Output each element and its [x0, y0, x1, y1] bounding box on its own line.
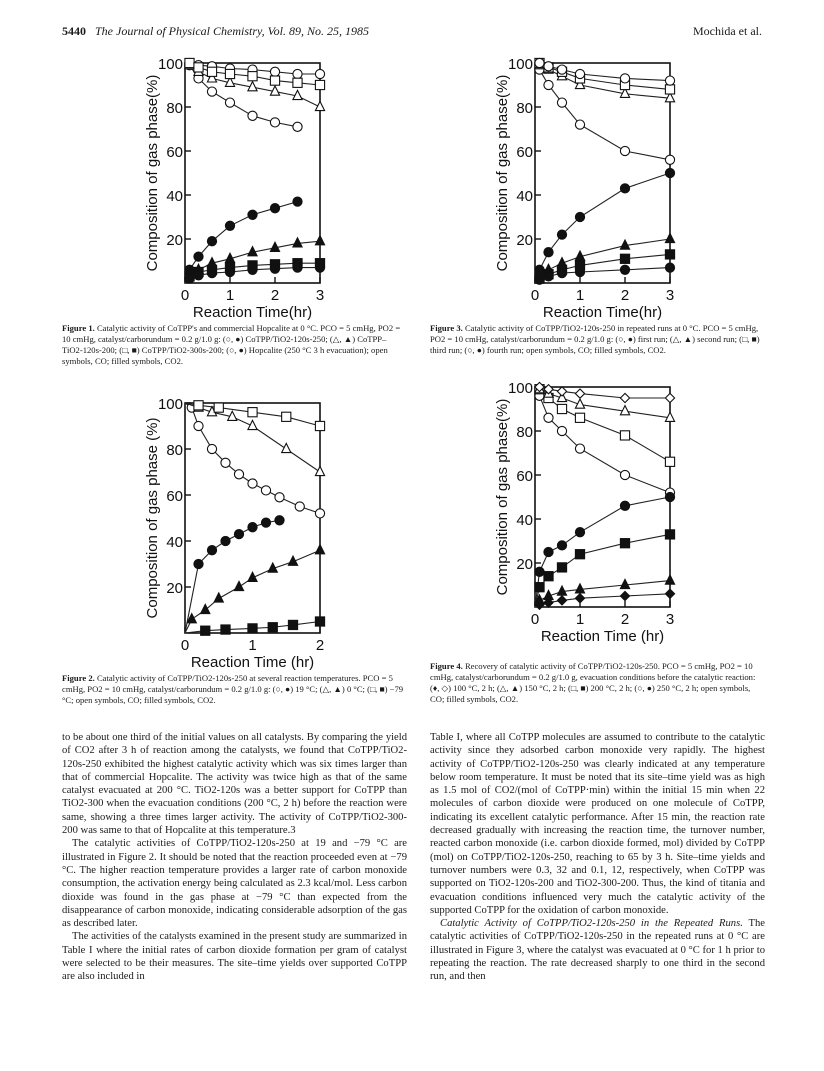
y-tick-label: 20: [516, 232, 533, 249]
x-tick-label: 1: [575, 611, 585, 628]
data-point: [665, 233, 674, 242]
data-point: [315, 509, 324, 518]
paragraph: [430, 917, 765, 983]
data-point: [185, 58, 194, 67]
data-point: [557, 541, 566, 550]
data-point: [293, 263, 302, 272]
figure-4-caption: [430, 661, 765, 705]
y-tick-label: 80: [516, 100, 533, 117]
data-point: [665, 530, 674, 539]
y-tick-label: 20: [166, 232, 183, 249]
data-point: [315, 466, 324, 475]
data-point: [270, 264, 279, 273]
data-point: [575, 594, 584, 603]
data-point: [194, 271, 203, 280]
x-tick-label: 3: [665, 611, 675, 628]
data-point: [268, 623, 277, 632]
data-point: [207, 87, 216, 96]
data-point: [665, 492, 674, 501]
data-point: [544, 62, 553, 71]
series-line: [535, 63, 670, 160]
running-header-left: [62, 24, 369, 39]
data-point: [214, 593, 223, 602]
data-point: [665, 393, 674, 402]
data-point: [207, 237, 216, 246]
y-tick-label: 60: [166, 144, 183, 161]
running-header-authors: Mochida et al.: [693, 24, 762, 38]
data-point: [315, 617, 324, 626]
data-point: [665, 250, 674, 259]
data-point: [248, 624, 257, 633]
data-point: [575, 413, 584, 422]
data-point: [620, 431, 629, 440]
paragraph: The catalytic activities of CoTPP/TiO2-120s-250 at 19 and −79 °C are illustrated in Figure 2. It should be noted that the reaction proceeded even at −79 °C. The higher reaction temperature provides a larger rate of carbon monoxide consumption, the activation energy being calculated as 2.3 kcal/mol. Less carbon dioxide was found in the gas phase at −79 °C than expected from the disappearance of carbon monoxide, indicating considerable adsorption of the gas as described later.: [62, 838, 407, 930]
data-point: [620, 591, 629, 600]
data-point: [535, 58, 544, 67]
x-tick-label: 1: [225, 287, 235, 304]
journal-name: The Journal of Physical Chemistry, Vol. 89, No. 25, 1985: [95, 24, 369, 38]
y-axis-label: Composition of gas phase (%): [144, 417, 161, 619]
data-point: [225, 98, 234, 107]
data-point: [315, 80, 324, 89]
data-point: [544, 248, 553, 257]
y-tick-label: 100: [157, 56, 183, 73]
series-line: [535, 239, 670, 283]
figure-3-chart: [490, 48, 690, 323]
data-point: [261, 486, 270, 495]
data-point: [544, 413, 553, 422]
data-point: [275, 493, 284, 502]
data-point: [234, 581, 243, 590]
data-point: [221, 536, 230, 545]
data-point: [248, 111, 257, 120]
figure-2: [140, 393, 340, 671]
series-line: [535, 268, 670, 283]
x-tick-label: 3: [315, 287, 325, 304]
data-point: [194, 421, 203, 430]
y-tick-label: 60: [516, 468, 533, 485]
figure-3-label: Figure 3.: [430, 323, 463, 333]
plot-frame: [535, 387, 670, 607]
data-point: [665, 168, 674, 177]
series-line: [535, 534, 670, 607]
data-point: [665, 76, 674, 85]
data-point: [620, 254, 629, 263]
y-tick-label: 40: [166, 534, 183, 551]
data-point: [557, 586, 566, 595]
data-point: [225, 221, 234, 230]
y-tick-label: 100: [157, 396, 183, 413]
y-tick-label: 20: [166, 580, 183, 597]
data-point: [315, 421, 324, 430]
data-point: [557, 387, 566, 396]
figure-2-label: Figure 2.: [62, 673, 95, 683]
data-point: [295, 502, 304, 511]
data-point: [275, 516, 284, 525]
figure-1-chart: [140, 48, 340, 323]
data-point: [575, 267, 584, 276]
x-tick-label: 1: [575, 287, 585, 304]
figure-4-caption-text: Recovery of catalytic activity of CoTPP/TiO2-120s-250. PCO = 5 cmHg, PO2 = 10 cmHg, catalyst/carborundum = 0.2 g/1.0 g, evacuation conditions before the catalytic reaction: (♦, ◇) 100 °C, 2 h; (△, ▲) 150 °C, 2 h; (□, ■) 200 °C, 2 h; (○, ●) 250 °C, 2 h; open symbols, CO; filled symbols, CO2.: [430, 661, 756, 704]
x-tick-label: 0: [180, 637, 190, 654]
data-point: [248, 210, 257, 219]
data-point: [575, 444, 584, 453]
data-point: [575, 69, 584, 78]
x-tick-label: 2: [620, 287, 630, 304]
body-column-left: [62, 731, 407, 984]
data-point: [207, 269, 216, 278]
series-line: [535, 63, 670, 81]
data-point: [207, 546, 216, 555]
x-axis-label: Reaction Time (hr): [190, 654, 315, 671]
figure-1-caption: [62, 323, 407, 367]
data-point: [221, 458, 230, 467]
data-point: [270, 118, 279, 127]
y-axis-label: Composition of gas phase(%): [494, 74, 511, 272]
data-point: [575, 550, 584, 559]
data-point: [620, 470, 629, 479]
y-tick-label: 60: [516, 144, 533, 161]
series-line: [185, 550, 320, 633]
data-point: [282, 443, 291, 452]
y-tick-label: 80: [166, 100, 183, 117]
data-point: [557, 65, 566, 74]
data-point: [315, 236, 324, 245]
data-point: [665, 155, 674, 164]
data-point: [270, 204, 279, 213]
x-tick-label: 0: [180, 287, 190, 304]
paragraph-text: The catalytic activities of CoTPP/TiO2-120s-250 in the repeated runs at 0 °C are illustrated in Figure 3, where the catalyst was evacuated at 0 °C for 1 h prior to repeating the reaction. The rate decreased sharply to one third in the second run, and then: [430, 918, 765, 983]
x-tick-label: 0: [530, 611, 540, 628]
data-point: [620, 265, 629, 274]
data-point: [234, 530, 243, 539]
data-point: [665, 263, 674, 272]
x-axis-label: Reaction Time(hr): [542, 304, 663, 321]
x-tick-label: 2: [620, 611, 630, 628]
data-point: [221, 625, 230, 634]
data-point: [620, 579, 629, 588]
y-tick-label: 80: [516, 424, 533, 441]
data-point: [535, 567, 544, 576]
data-point: [665, 575, 674, 584]
figure-4-label: Figure 4.: [430, 661, 463, 671]
data-point: [194, 252, 203, 261]
data-point: [201, 604, 210, 613]
data-point: [575, 584, 584, 593]
y-tick-label: 40: [166, 188, 183, 205]
data-point: [665, 589, 674, 598]
data-point: [544, 80, 553, 89]
x-tick-label: 0: [530, 287, 540, 304]
figure-3: [490, 48, 690, 323]
data-point: [557, 230, 566, 239]
series-line: [535, 581, 670, 607]
data-point: [535, 275, 544, 284]
y-tick-label: 40: [516, 188, 533, 205]
data-point: [665, 85, 674, 94]
series-line: [535, 594, 670, 607]
data-point: [261, 518, 270, 527]
body-column-right: [430, 731, 765, 984]
x-tick-label: 2: [315, 637, 325, 654]
data-point: [214, 403, 223, 412]
data-point: [620, 539, 629, 548]
data-point: [620, 146, 629, 155]
data-point: [535, 583, 544, 592]
data-point: [665, 457, 674, 466]
data-point: [248, 72, 257, 81]
paragraph: to be about one third of the initial values on all catalysts. By comparing the yield of CO2 after 3 h of reaction among the catalysts, we found that CoTPP/TiO2-120s-250 exhibited the highest catalytic activity which was six times larger than that of commercial Hopcalite. The activity was twice high as that of the same catalyst evacuated at 200 °C. TiO2-120s was a better support for CoTPP than TiO2-300 when the evacuation conditions (200 °C, 2 h) before the reaction were same, showing a three times larger activity. The activity of CoTPP/TiO2-300-200 was same to that of Hopcalite at this temperature.3: [62, 732, 407, 837]
series-line: [535, 497, 670, 607]
data-point: [620, 74, 629, 83]
data-point: [282, 412, 291, 421]
y-tick-label: 60: [166, 488, 183, 505]
data-point: [248, 408, 257, 417]
data-point: [293, 197, 302, 206]
data-point: [207, 444, 216, 453]
paragraph: The activities of the catalysts examined in the present study are summarized in Table I where the initial rates of carbon dioxide formation per gram of catalyst were selected to be their measures. The site–time yields over supported CoTPP are also included in: [62, 931, 407, 983]
data-point: [557, 596, 566, 605]
section-heading: Catalytic Activity of CoTPP/TiO2-120s-250 in the Repeated Runs.: [440, 918, 743, 930]
data-point: [544, 272, 553, 281]
x-axis-label: Reaction Time(hr): [192, 304, 313, 321]
data-point: [315, 545, 324, 554]
y-axis-label: Composition of gas phase(%): [494, 398, 511, 596]
data-point: [293, 69, 302, 78]
data-point: [270, 67, 279, 76]
data-point: [293, 122, 302, 131]
figure-3-caption: [430, 323, 765, 356]
series-line: [185, 520, 280, 633]
y-tick-label: 100: [507, 56, 533, 73]
figure-2-caption: [62, 673, 407, 706]
data-point: [234, 470, 243, 479]
data-point: [544, 547, 553, 556]
data-point: [557, 98, 566, 107]
y-tick-label: 40: [516, 512, 533, 529]
x-tick-label: 3: [665, 287, 675, 304]
data-point: [225, 69, 234, 78]
data-point: [620, 184, 629, 193]
data-point: [620, 501, 629, 510]
figure-1-caption-text: Catalytic activity of CoTPP's and commercial Hopcalite at 0 °C. PCO = 5 cmHg, PO2 = 10 cmHg, catalyst/carborundum = 0.2 g/1.0 g: (○, ●) CoTPP/TiO2-120s-250; (△, ▲) CoTPP–TiO2-120s-200; (□, ■) CoTPP/TiO2-300s-200; (○, ●) Hopcalite (250 °C 3 h evacuation); open symbols, CO; filled symbols, CO2.: [62, 323, 401, 366]
data-point: [248, 265, 257, 274]
data-point: [315, 69, 324, 78]
x-tick-label: 1: [248, 637, 257, 654]
data-point: [248, 479, 257, 488]
data-point: [557, 269, 566, 278]
data-point: [293, 78, 302, 87]
data-point: [557, 426, 566, 435]
data-point: [207, 67, 216, 76]
data-point: [575, 212, 584, 221]
figure-2-chart: [140, 393, 340, 671]
figure-3-caption-text: Catalytic activity of CoTPP/TiO2-120s-250 in repeated runs at 0 °C. PCO = 5 cmHg, PO2 = 10 cmHg, catalyst/carborundum = 0.2 g/1.0 g: (○, ●) first run; (△, ▲) second run; (□, ■) third run; (○, ●) fourth run; open symbols, CO; filled symbols, CO2.: [430, 323, 760, 355]
data-point: [225, 267, 234, 276]
y-tick-label: 100: [507, 380, 533, 397]
figure-1: [140, 48, 340, 323]
y-tick-label: 80: [166, 442, 183, 459]
data-point: [248, 523, 257, 532]
data-point: [293, 238, 302, 247]
data-point: [194, 63, 203, 72]
data-point: [557, 404, 566, 413]
figure-4-chart: [490, 372, 690, 657]
data-point: [315, 263, 324, 272]
series-line: [535, 387, 670, 418]
figure-4: [490, 372, 690, 657]
page-number: 5440: [62, 24, 86, 38]
y-tick-label: 20: [516, 556, 533, 573]
data-point: [575, 389, 584, 398]
paragraph: Table I, where all CoTPP molecules are assumed to contribute to the catalytic activity since they adsorbed carbon monoxide very rapidly. The highest activity of CoTPP/TiO2-120s-250 was clearly indicated at any temperature below room temperature. It must be noted that its site–time yield was as high as 1.5 mol of CO2/(mol of CoTPP·min) within the initial 15 min when 22 molecules of carbon dioxide were produced on one molecule of CoTPP, indicating its excellent catalytic performance. After 15 min, the reaction rate decreased gradually with increasing the reaction time, the turnover number, reacted carbon monoxide (i.e. carbon dioxide formed, mol) divided by CoTPP (mol) on CoTPP/TiO2-120s-250, reaching to 65 by 3 h. Site–time yields and turnover numbers were 0.3, 32 and 0.1, 12, respectively, when CoTPP was supported on TiO2-120s-200 and TiO2-300-200. Thus, the kind of titania and evacuation conditions influenced very much the catalytic activity of the supported CoTPP for the oxidation of carbon monoxide.: [430, 732, 765, 916]
data-point: [544, 572, 553, 581]
figure-2-caption-text: Catalytic activity of CoTPP/TiO2-120s-250 at several reaction temperatures. PCO = 5 cmHg, PO2 = 10 cmHg, catalyst/carborundum = 0.2 g/1.0 g: (○, ●) 19 °C; (△, ▲) 0 °C; (□, ■) −79 °C; open symbols, CO; filled symbols, CO2.: [62, 673, 404, 705]
data-point: [194, 559, 203, 568]
data-point: [270, 76, 279, 85]
x-tick-label: 2: [270, 287, 280, 304]
data-point: [575, 528, 584, 537]
figure-1-label: Figure 1.: [62, 323, 95, 333]
x-axis-label: Reaction Time (hr): [540, 628, 665, 645]
data-point: [288, 620, 297, 629]
data-point: [620, 393, 629, 402]
y-axis-label: Composition of gas phase(%): [144, 74, 161, 272]
data-point: [557, 563, 566, 572]
data-point: [185, 274, 194, 283]
data-point: [201, 626, 210, 635]
data-point: [575, 120, 584, 129]
data-point: [194, 401, 203, 410]
